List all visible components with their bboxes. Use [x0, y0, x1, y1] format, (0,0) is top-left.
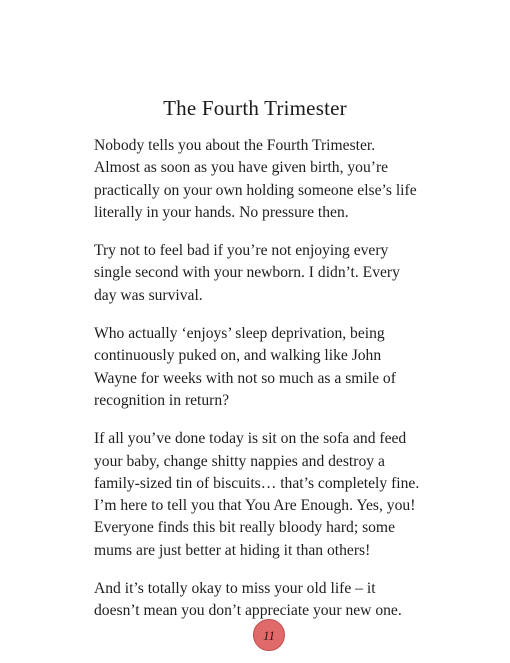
paragraph-1: [94, 135, 454, 224]
text-line: recognition in return?: [94, 391, 230, 409]
text-line: Almost as soon as you have given birth, you’re: [94, 159, 389, 177]
paragraph-2: [94, 240, 454, 307]
page-number-badge: [253, 619, 285, 651]
body-text: [94, 135, 454, 639]
paragraph-4: [94, 428, 454, 562]
text-line: Everyone finds this bit really bloody hard; some: [94, 519, 395, 537]
text-line: continuously puked on, and walking like John: [94, 347, 382, 365]
text-line: And it’s totally okay to miss your old life – it: [94, 580, 376, 598]
page-number: 11: [262, 627, 276, 643]
text-line: literally in your hands. No pressure then.: [94, 203, 349, 221]
text-line: day was survival.: [94, 286, 203, 304]
paragraph-3: [94, 323, 454, 412]
text-line: If all you’ve done today is sit on the sofa and feed: [94, 430, 407, 448]
text-line: Wayne for weeks with not so much as a smile of: [94, 369, 396, 387]
text-line: doesn’t mean you don’t appreciate your new one.: [94, 602, 402, 620]
text-line: mums are just better at hiding it than others!: [94, 541, 371, 559]
text-line: single second with your newborn. I didn’t. Every: [94, 264, 400, 282]
text-line: practically on your own holding someone else’s life: [94, 181, 417, 199]
text-line: family-sized tin of biscuits… that’s completely fine.: [94, 474, 420, 492]
page-title: The Fourth Trimester: [163, 96, 347, 120]
text-line: I’m here to tell you that You Are Enough. Yes, you!: [94, 497, 416, 515]
text-line: Who actually ‘enjoys’ sleep deprivation, being: [94, 325, 385, 343]
paragraph-5: [94, 578, 454, 623]
text-line: Nobody tells you about the Fourth Trimester.: [94, 137, 376, 154]
text-line: Try not to feel bad if you’re not enjoying every: [94, 242, 389, 260]
text-line: your baby, change shitty nappies and destroy a: [94, 452, 385, 470]
